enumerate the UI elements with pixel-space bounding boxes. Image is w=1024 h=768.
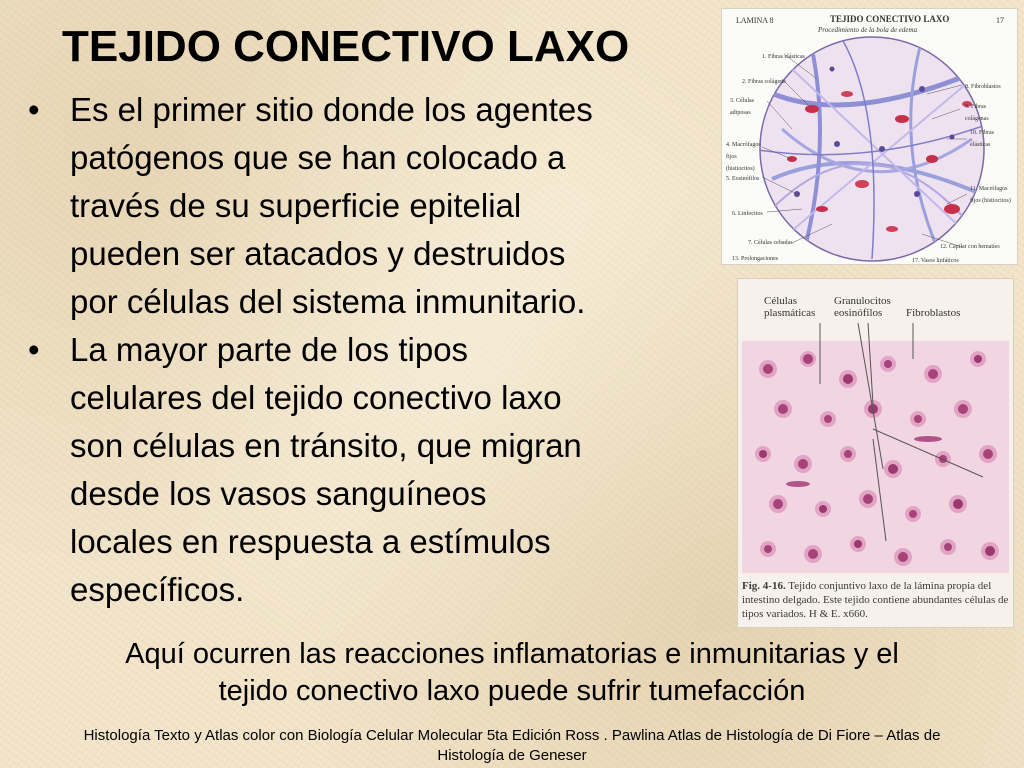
bullet-line: La mayor parte de los tipos xyxy=(70,331,469,368)
micrograph-image xyxy=(738,279,1013,627)
footer-line: Histología de Geneser xyxy=(437,747,587,764)
footer-line: Histología Texto y Atlas color con Biología Celular Molecular 5ta Edición Ross . Pawlina Atlas de Histología de Di Fiore – Atlas de xyxy=(83,727,941,744)
bullet-line: por células del sistema inmunitario. xyxy=(70,283,586,320)
plate-left-label: 13. Prolongaciones xyxy=(732,256,778,262)
caption-text: Tejido conjuntivo laxo de la lámina propia del intestino delgado. Este tejido contiene abundantes células de tipos variados. H & E. x660. xyxy=(742,580,1009,620)
footer-references xyxy=(0,726,1024,766)
bullet-line: específicos. xyxy=(70,571,245,608)
bullet-line: Es el primer sitio donde los agentes xyxy=(70,91,593,128)
plate-heading: TEJIDO CONECTIVO LAXO xyxy=(830,14,950,24)
plate-left-label: 4. Macrófagos fijos (histiocitos) xyxy=(726,142,761,172)
bullet-line: través de su superficie epitelial xyxy=(70,187,522,224)
bullet-item xyxy=(24,326,714,614)
caption-figure-number: Fig. 4-16. xyxy=(742,580,786,592)
bullet-icon: • xyxy=(28,91,40,128)
plate-left-label: 2. Fibras colágena xyxy=(742,79,786,85)
micrograph-caption xyxy=(742,579,1010,621)
bullet-line: son células en tránsito, que migran xyxy=(70,427,582,464)
slide-title: TEJIDO CONECTIVO LAXO xyxy=(62,22,630,71)
bullet-line: pueden ser atacados y destruidos xyxy=(70,235,566,272)
plate-label: LAMINA 8 xyxy=(736,16,774,25)
plate-right-label: 10. Fibras elásticas xyxy=(970,130,994,148)
plate-right-label: 11. Macrófagos fijos (histiocitos) xyxy=(970,186,1011,204)
micrograph-figure xyxy=(737,278,1014,628)
plate-right-label: 9. Fibras colágenas xyxy=(965,104,989,122)
highlight-line: Aquí ocurren las reacciones inflamatorias e inmunitarias y el xyxy=(125,638,899,670)
bullet-line: locales en respuesta a estímulos xyxy=(70,523,551,560)
plate-left-label: 3. Células adiposas xyxy=(730,98,754,116)
bullet-line: celulares del tejido conectivo laxo xyxy=(70,379,562,416)
plate-right-label: 17. Vasos linfáticos xyxy=(912,258,959,264)
bullet-list xyxy=(24,86,714,614)
bullet-item xyxy=(24,86,714,326)
bullet-line: desde los vasos sanguíneos xyxy=(70,475,487,512)
plate-right-label: 12. Capilar con hematíes xyxy=(940,244,1000,250)
highlight-line: tejido conectivo laxo puede sufrir tumefacción xyxy=(218,675,806,707)
plate-left-label: 5. Eosinófilos xyxy=(726,176,760,182)
micrograph-label-plasma-cells: Células plasmáticas xyxy=(764,295,816,319)
plate-right-label: 8. Fibroblastos xyxy=(965,84,1001,90)
histology-plate-figure xyxy=(721,8,1018,265)
plate-left-label: 7. Células cebadas xyxy=(748,240,793,246)
plate-subheading: Procedimiento de la bola de edema xyxy=(818,26,918,34)
plate-page-number: 17 xyxy=(996,16,1004,25)
plate-left-label: 1. Fibras elásticas xyxy=(762,54,805,60)
bullet-icon: • xyxy=(28,331,40,368)
bullet-line: patógenos que se han colocado a xyxy=(70,139,566,176)
plate-left-label: 6. Linfocitos xyxy=(732,211,763,217)
micrograph-label-eosinophils: Granulocitos eosinófilos xyxy=(834,295,891,319)
highlight-text xyxy=(0,636,1024,710)
micrograph-label-fibroblasts: Fibroblastos xyxy=(906,307,961,319)
